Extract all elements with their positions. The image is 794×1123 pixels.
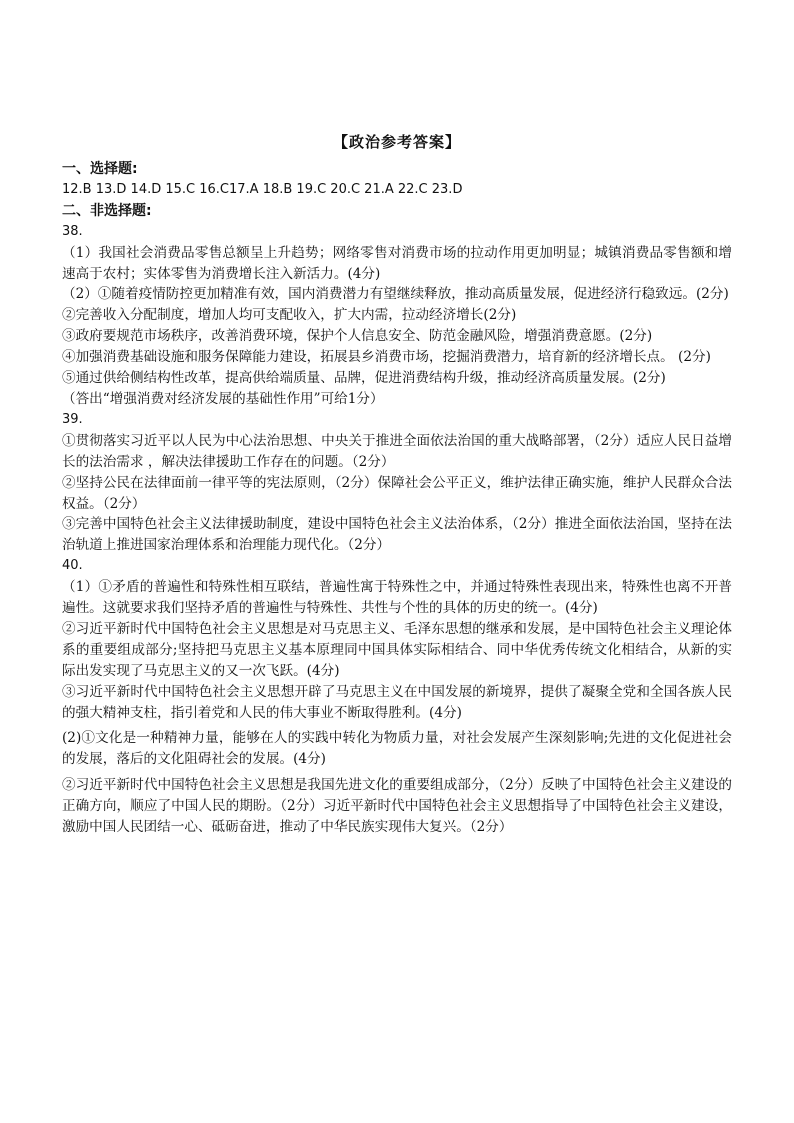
q40-answer-part1-point3: ③习近平新时代中国特色社会主义思想开辟了马克思主义在中国发展的新境界，提供了凝聚全党和全国各族人民的强大精神支柱，指引着党和人民的伟大事业不断取得胜利。(4分): [62, 683, 732, 721]
q39-answer-point1: ①贯彻落实习近平以人民为中心法治思想、中央关于推进全面依法治国的重大战略部署，（2分）适应人民日益增长的法治需求 ，解决法律援助工作存在的问题。（2分）: [62, 432, 732, 470]
q39-answer-point2: ②坚持公民在法律面前一律平等的宪法原则，（2分）保障社会公平正义，维护法律正确实施，维护人民群众合法权益。（2分）: [62, 474, 732, 512]
q40-answer-part1-point1: （1）①矛盾的普遍性和特殊性相互联结，普遍性寓于特殊性之中，并通过特殊性表现出来，特殊性也离不开普遍性。这就要求我们坚持矛盾的普遍性与特殊性、共性与个性的具体的历史的统一。(4分): [62, 579, 732, 617]
q38-answer-part2-point2: ②完善收入分配制度，增加人均可支配收入，扩大内需，拉动经济增长(2分): [62, 307, 517, 324]
page-title: 【政治参考答案】: [332, 133, 461, 151]
answer-content: [62, 159, 732, 838]
q40-answer-part1-point2: ②习近平新时代中国特色社会主义思想是对马克思主义、毛泽东思想的继承和发展，是中国特色社会主义理论体系的重要组成部分;坚持把马克思主义基本原理同中国具体实际相结合、同中华优秀传统文化相结合，从新的实际出发实现了马克思主义的又一次飞跃。(4分): [62, 620, 732, 679]
q38-answer-part2-point4: ④加强消费基础设施和服务保障能力建设，拓展县乡消费市场，挖掘消费潜力，培育新的经济增长点。 (2分): [62, 349, 711, 366]
q40-answer-part2-point1: (2)①文化是一种精神力量，能够在人的实践中转化为物质力量，对社会发展产生深刻影响;先进的文化促进社会的发展，落后的文化阻碍社会的发展。(4分): [62, 730, 732, 768]
question-number-40: 40.: [62, 558, 83, 574]
q39-answer-point3: ③完善中国特色社会主义法律援助制度，建设中国特色社会主义法治体系，（2分）推进全面依法治国，坚持在法治轨道上推进国家治理体系和治理能力现代化。（2分）: [62, 516, 732, 554]
q38-answer-part2-point3: ③政府要规范市场秩序，改善消费环境，保护个人信息安全、防范金融风险，增强消费意愿。(2分): [62, 328, 653, 345]
q38-answer-part2-point5: ⑤通过供给侧结构性改革，提高供给端质量、品牌，促进消费结构升级，推动经济高质量发展。(2分): [62, 370, 666, 387]
question-number-39: 39.: [62, 411, 83, 427]
q38-answer-part2-point1: （2）①随着疫情防控更加精准有效，国内消费潜力有望继续释放，推动高质量发展，促进经济行稳致远。(2分): [62, 286, 729, 303]
question-number-38: 38.: [62, 223, 83, 239]
multiple-choice-answers: 12.B 13.D 14.D 15.C 16.C17.A 18.B 19.C 20.C 21.A 22.C 23.D: [62, 181, 463, 197]
section-heading-non-multiple-choice: 二、非选择题:: [62, 202, 152, 219]
q38-answer-part1: （1）我国社会消费品零售总额呈上升趋势；网络零售对消费市场的拉动作用更加明显；城镇消费品零售额和增速高于农村；实体零售为消费增长注入新活力。(4分): [62, 244, 732, 282]
q38-scoring-note: （答出“增强消费对经济发展的基础性作用”可给1分）: [62, 390, 384, 407]
q40-answer-part2-point2: ②习近平新时代中国特色社会主义思想是我国先进文化的重要组成部分，（2分）反映了中国特色社会主义建设的正确方向，顺应了中国人民的期盼。（2分）习近平新时代中国特色社会主义思想指导了中国特色社会主义建设，激励中国人民团结一心、砥砺奋进，推动了中华民族实现伟大复兴。（2分）: [62, 777, 732, 836]
section-heading-multiple-choice: 一、选择题:: [62, 161, 138, 177]
